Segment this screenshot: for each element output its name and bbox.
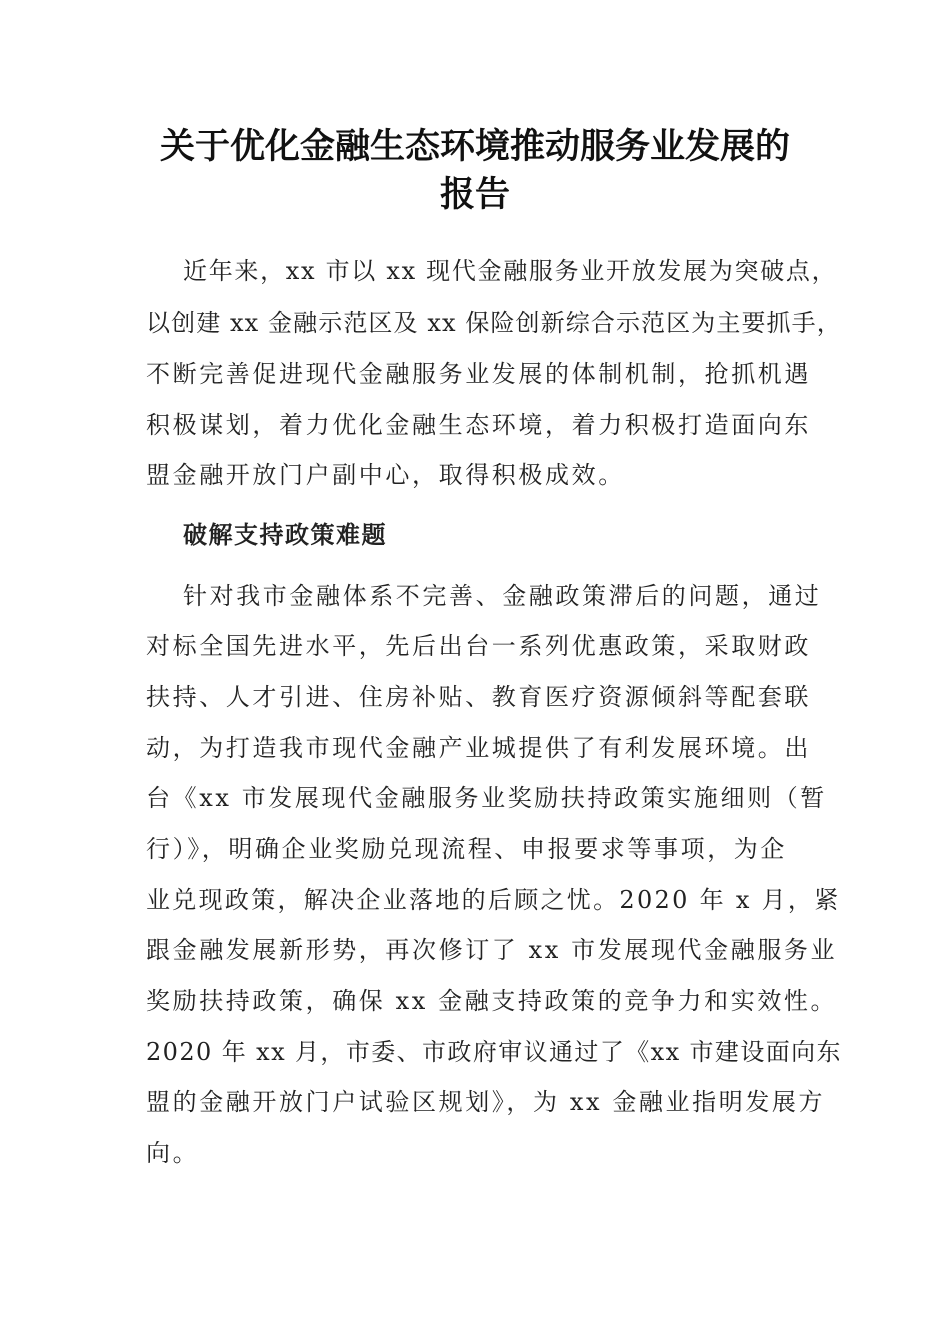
paragraph-2-line: 扶持、人才引进、住房补贴、教育医疗资源倾斜等配套联 <box>146 683 811 711</box>
paragraph-2-line: 盟的金融开放门户试验区规划》，为 xx 金融业指明发展方 <box>146 1088 826 1116</box>
paragraph-2-line: 奖励扶持政策，确保 xx 金融支持政策的竞争力和实效性。 <box>146 987 838 1015</box>
document-title-line-2: 报告 <box>439 174 510 215</box>
section-heading: 破解支持政策难题 <box>183 521 387 549</box>
paragraph-2-line: 向。 <box>146 1139 200 1167</box>
paragraph-2-line: 业兑现政策，解决企业落地的后顾之忧。2020 年 x 月，紧 <box>146 886 841 914</box>
paragraph-2-line: 跟金融发展新形势，再次修订了 xx 市发展现代金融服务业 <box>146 936 838 964</box>
paragraph-2-line: 台《xx 市发展现代金融服务业奖励扶持政策实施细则（暂 <box>146 784 827 812</box>
paragraph-2-line: 2020 年 xx 月，市委、市政府审议通过了《xx 市建设面向东 <box>146 1038 842 1066</box>
paragraph-1-line: 盟金融开放门户副中心，取得积极成效。 <box>146 461 625 489</box>
paragraph-1-line: 近年来，xx 市以 xx 现代金融服务业开放发展为突破点， <box>183 257 838 285</box>
paragraph-1-line: 积极谋划，着力优化金融生态环境，着力积极打造面向东 <box>146 411 811 439</box>
paragraph-2-line: 行）》，明确企业奖励兑现流程、申报要求等事项，为企 <box>146 835 787 863</box>
paragraph-2-line: 针对我市金融体系不完善、金融政策滞后的问题，通过 <box>183 582 822 610</box>
paragraph-2-line: 对标全国先进水平，先后出台一系列优惠政策，采取财政 <box>146 632 811 660</box>
paragraph-1-line: 不断完善促进现代金融服务业发展的体制机制，抢抓机遇 <box>146 360 811 388</box>
paragraph-2-line: 动，为打造我市现代金融产业城提供了有利发展环境。出 <box>146 734 811 762</box>
paragraph-1-line: 以创建 xx 金融示范区及 xx 保险创新综合示范区为主要抓手， <box>146 309 842 337</box>
document-title-line-1: 关于优化金融生态环境推动服务业发展的 <box>159 126 790 167</box>
